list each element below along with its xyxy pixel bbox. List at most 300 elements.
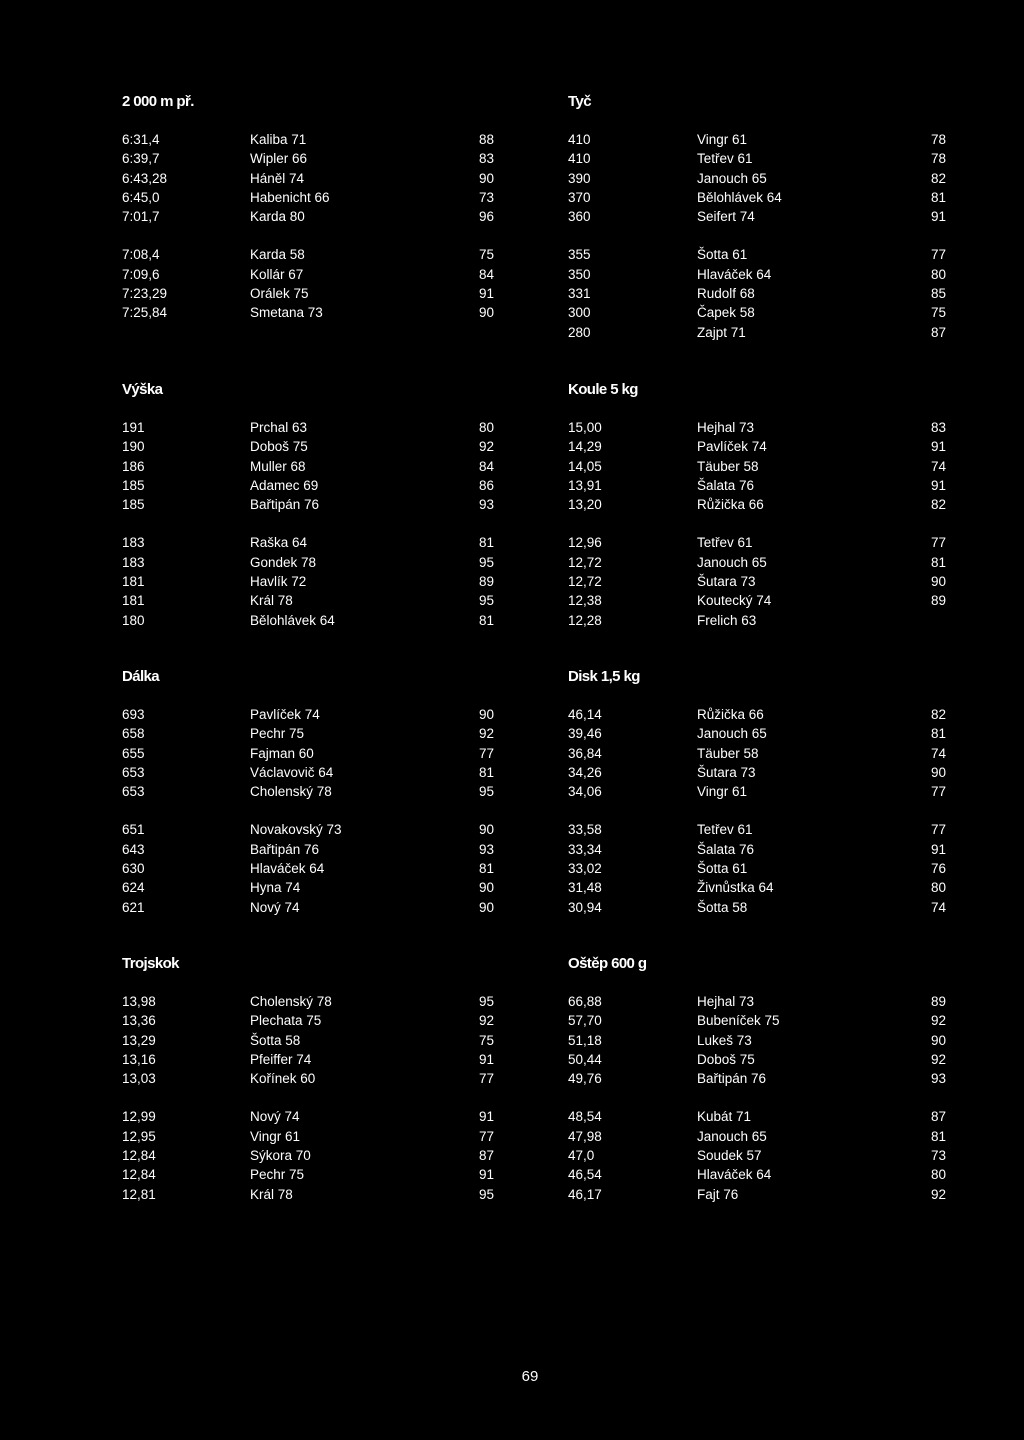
table-row: [568, 992, 968, 1011]
birth-year: 77: [478, 1128, 494, 1144]
athlete-name: Růžička 66: [697, 497, 764, 513]
birth-year: 87: [930, 1109, 946, 1125]
result-group: [568, 820, 968, 916]
athlete-name: Hlaváček 64: [697, 266, 772, 282]
result-value: 46,54: [568, 1167, 602, 1183]
athlete-name: Pavlíček 74: [250, 707, 320, 722]
result-value: 360: [568, 209, 591, 225]
birth-year: 90: [478, 305, 494, 321]
result-value: 12,99: [122, 1109, 156, 1125]
result-value: 653: [122, 764, 145, 780]
table-row: [122, 265, 522, 284]
athlete-name: Muller 68: [250, 458, 306, 474]
table-row: [122, 859, 522, 878]
section-title: Dálka: [122, 668, 160, 685]
result-value: 7:09,6: [122, 266, 160, 282]
result-value: 49,76: [568, 1071, 602, 1087]
birth-year: 75: [930, 305, 946, 321]
result-group: [122, 992, 522, 1088]
athlete-name: Hlaváček 64: [697, 1167, 772, 1183]
table-row: [122, 744, 522, 763]
table-row: [568, 859, 968, 878]
athlete-name: Šutara 73: [697, 574, 756, 590]
result-value: 12,96: [568, 535, 602, 551]
birth-year: 77: [930, 784, 946, 800]
result-value: 7:23,29: [122, 286, 168, 302]
birth-year: 86: [478, 477, 494, 493]
result-value: 13,29: [122, 1032, 156, 1048]
athlete-name: Janouch 65: [697, 726, 767, 742]
birth-year: 90: [478, 822, 494, 838]
table-row: [122, 1107, 522, 1126]
birth-year: 91: [930, 841, 946, 857]
table-row: [568, 1107, 968, 1126]
athlete-name: Růžička 66: [697, 707, 764, 722]
result-value: 280: [568, 324, 591, 340]
birth-year: 91: [930, 209, 946, 225]
birth-year: 87: [478, 1148, 494, 1164]
athlete-name: Wipler 66: [250, 151, 308, 167]
table-row: [122, 782, 522, 801]
table-row: [568, 820, 968, 839]
table-row: [568, 591, 968, 610]
table-row: [122, 992, 522, 1011]
result-value: 12,95: [122, 1128, 156, 1144]
athlete-name: Zajpt 71: [697, 324, 746, 340]
athlete-name: Cholenský 78: [250, 784, 332, 800]
athlete-name: Janouch 65: [697, 554, 767, 570]
result-value: 12,28: [568, 612, 602, 628]
birth-year: 80: [478, 420, 494, 435]
birth-year: 81: [930, 726, 946, 742]
athlete-name: Sýkora 70: [250, 1148, 311, 1164]
result-value: 183: [122, 535, 145, 551]
athlete-name: Lukeš 73: [697, 1032, 752, 1048]
table-row: [568, 495, 968, 514]
athlete-name: Pfeiffer 74: [250, 1051, 312, 1067]
birth-year: 91: [930, 439, 946, 455]
athlete-name: Hejhal 73: [697, 994, 755, 1009]
result-value: 13,20: [568, 497, 602, 513]
result-value: 355: [568, 247, 591, 263]
athlete-name: Doboš 75: [250, 439, 308, 455]
result-value: 181: [122, 574, 145, 590]
birth-year: 88: [478, 132, 494, 147]
table-row: [568, 724, 968, 743]
result-value: 46,14: [568, 707, 602, 722]
athlete-name: Kollár 67: [250, 266, 304, 282]
birth-year: 92: [930, 1051, 946, 1067]
birth-year: 92: [478, 439, 494, 455]
table-row: [122, 724, 522, 743]
birth-year: 77: [930, 535, 946, 551]
result-value: 13,98: [122, 994, 156, 1009]
birth-year: 90: [478, 880, 494, 896]
athlete-name: Frelich 63: [697, 612, 757, 628]
table-row: [568, 1185, 968, 1204]
birth-year: 91: [930, 477, 946, 493]
page-number: 69: [521, 1368, 539, 1385]
result-value: 624: [122, 880, 145, 896]
birth-year: 91: [478, 1051, 494, 1067]
result-value: 651: [122, 822, 145, 838]
result-value: 658: [122, 726, 145, 742]
result-value: 33,34: [568, 841, 602, 857]
athlete-name: Živnůstka 64: [697, 880, 774, 896]
birth-year: 80: [930, 266, 946, 282]
table-row: [122, 169, 522, 188]
table-row: [568, 323, 968, 342]
table-row: [568, 457, 968, 476]
birth-year: 93: [930, 1071, 946, 1087]
athlete-name: Pechr 75: [250, 1167, 305, 1183]
birth-year: 82: [930, 170, 946, 186]
result-value: 12,81: [122, 1186, 156, 1202]
birth-year: 93: [478, 841, 494, 857]
table-row: [122, 763, 522, 782]
result-group: [568, 992, 968, 1088]
section-vyska: [122, 380, 522, 649]
table-row: [122, 457, 522, 476]
table-row: [122, 149, 522, 168]
athlete-name: Adamec 69: [250, 477, 319, 493]
birth-year: 95: [478, 554, 494, 570]
athlete-name: Soudek 57: [697, 1148, 762, 1164]
section-disk: [568, 667, 968, 936]
athlete-name: Nový 74: [250, 1109, 300, 1125]
birth-year: 80: [930, 880, 946, 896]
result-value: 47,98: [568, 1128, 602, 1144]
birth-year: 77: [478, 1071, 494, 1087]
table-row: [568, 188, 968, 207]
athlete-name: Bařtipán 76: [697, 1071, 767, 1087]
athlete-name: Vingr 61: [697, 132, 748, 147]
athlete-name: Prchal 63: [250, 420, 308, 435]
result-value: 6:39,7: [122, 151, 160, 167]
result-value: 630: [122, 861, 145, 877]
table-row: [568, 744, 968, 763]
result-value: 6:45,0: [122, 189, 160, 205]
athlete-name: Šotta 61: [697, 247, 748, 263]
section-tyc: [568, 92, 968, 361]
birth-year: 95: [478, 994, 494, 1009]
result-value: 34,26: [568, 764, 602, 780]
section-2000m: [122, 92, 522, 342]
table-row: [568, 782, 968, 801]
athlete-name: Šotta 58: [697, 899, 748, 915]
birth-year: 81: [930, 1128, 946, 1144]
result-value: 34,06: [568, 784, 602, 800]
birth-year: 95: [478, 1186, 494, 1202]
table-row: [122, 495, 522, 514]
result-group: [122, 418, 522, 514]
table-row: [122, 572, 522, 591]
athlete-name: Bubeníček 75: [697, 1013, 780, 1029]
table-row: [568, 245, 968, 264]
birth-year: 89: [930, 994, 946, 1009]
birth-year: 87: [930, 324, 946, 340]
athlete-name: Karda 80: [250, 209, 305, 225]
table-row: [122, 303, 522, 322]
table-row: [122, 820, 522, 839]
birth-year: 81: [930, 189, 946, 205]
athlete-name: Tetřev 61: [697, 535, 753, 551]
table-row: [568, 533, 968, 552]
athlete-name: Šutara 73: [697, 764, 756, 780]
athlete-name: Raška 64: [250, 535, 308, 551]
birth-year: 90: [478, 899, 494, 915]
athlete-name: Smetana 73: [250, 305, 323, 321]
birth-year: 84: [478, 458, 494, 474]
table-row: [122, 437, 522, 456]
result-group: [122, 245, 522, 322]
athlete-name: Tetřev 61: [697, 151, 753, 167]
table-row: [122, 898, 522, 917]
athlete-name: Koutecký 74: [697, 593, 772, 609]
result-value: 33,02: [568, 861, 602, 877]
birth-year: 73: [930, 1148, 946, 1164]
section-koule: [568, 380, 968, 649]
result-group: [122, 705, 522, 801]
athlete-name: Orálek 75: [250, 286, 309, 302]
result-value: 180: [122, 612, 145, 628]
result-group: [568, 533, 968, 629]
birth-year: 76: [930, 861, 946, 877]
result-value: 30,94: [568, 899, 602, 915]
result-value: 7:01,7: [122, 209, 160, 225]
birth-year: 89: [930, 593, 946, 609]
athlete-name: Novakovský 73: [250, 822, 342, 838]
athlete-name: Václavovič 64: [250, 764, 334, 780]
table-row: [122, 533, 522, 552]
table-row: [568, 553, 968, 572]
birth-year: 85: [930, 286, 946, 302]
athlete-name: Karda 58: [250, 247, 305, 263]
table-row: [122, 591, 522, 610]
result-value: 6:31,4: [122, 132, 160, 147]
result-value: 39,46: [568, 726, 602, 742]
result-value: 13,91: [568, 477, 602, 493]
table-row: [568, 705, 968, 724]
birth-year: 90: [930, 764, 946, 780]
result-value: 186: [122, 458, 145, 474]
result-value: 183: [122, 554, 145, 570]
athlete-name: Rudolf 68: [697, 286, 755, 302]
athlete-name: Šotta 58: [250, 1032, 301, 1048]
section-title: Trojskok: [122, 955, 179, 972]
result-value: 36,84: [568, 745, 602, 761]
result-value: 185: [122, 477, 145, 493]
birth-year: 77: [930, 822, 946, 838]
table-row: [122, 840, 522, 859]
result-value: 31,48: [568, 880, 602, 896]
result-value: 6:43,28: [122, 170, 168, 186]
result-value: 390: [568, 170, 591, 186]
birth-year: 93: [478, 497, 494, 513]
result-value: 300: [568, 305, 591, 321]
athlete-name: Čapek 58: [697, 305, 755, 321]
result-group: [568, 705, 968, 801]
birth-year: 83: [478, 151, 494, 167]
birth-year: 78: [930, 151, 946, 167]
result-group: [122, 820, 522, 916]
athlete-name: Kaliba 71: [250, 132, 307, 147]
section-title: Výška: [122, 381, 163, 398]
table-row: [568, 611, 968, 630]
section-title: Tyč: [568, 93, 591, 110]
result-value: 191: [122, 420, 145, 435]
table-row: [122, 1127, 522, 1146]
table-row: [568, 149, 968, 168]
result-value: 14,29: [568, 439, 602, 455]
athlete-name: Kubát 71: [697, 1109, 752, 1125]
table-row: [568, 130, 968, 149]
result-value: 14,05: [568, 458, 602, 474]
table-row: [122, 188, 522, 207]
result-value: 350: [568, 266, 591, 282]
birth-year: 77: [478, 745, 494, 761]
birth-year: 81: [478, 612, 494, 628]
result-value: 15,00: [568, 420, 602, 435]
athlete-name: Habenicht 66: [250, 189, 330, 205]
table-row: [122, 705, 522, 724]
birth-year: 90: [478, 170, 494, 186]
athlete-name: Šotta 61: [697, 861, 748, 877]
table-row: [122, 418, 522, 437]
athlete-name: Vingr 61: [250, 1128, 301, 1144]
result-value: 12,38: [568, 593, 602, 609]
table-row: [568, 284, 968, 303]
table-row: [122, 878, 522, 897]
birth-year: 95: [478, 593, 494, 609]
result-group: [568, 130, 968, 226]
result-value: 13,36: [122, 1013, 156, 1029]
result-value: 190: [122, 439, 145, 455]
birth-year: 73: [478, 189, 494, 205]
table-row: [568, 1069, 968, 1088]
table-row: [568, 169, 968, 188]
table-row: [122, 130, 522, 149]
athlete-name: Bařtipán 76: [250, 497, 320, 513]
table-row: [122, 284, 522, 303]
table-row: [568, 418, 968, 437]
result-group: [122, 533, 522, 629]
result-group: [122, 130, 522, 226]
birth-year: 92: [478, 1013, 494, 1029]
birth-year: 91: [478, 1167, 494, 1183]
birth-year: 92: [478, 726, 494, 742]
result-value: 13,03: [122, 1071, 156, 1087]
table-row: [568, 303, 968, 322]
result-value: 410: [568, 132, 591, 147]
table-row: [568, 898, 968, 917]
table-row: [122, 1165, 522, 1184]
result-value: 693: [122, 707, 145, 722]
birth-year: 82: [930, 497, 946, 513]
athlete-name: Pavlíček 74: [697, 439, 767, 455]
athlete-name: Tetřev 61: [697, 822, 753, 838]
athlete-name: Bělohlávek 64: [697, 189, 782, 205]
birth-year: 96: [478, 209, 494, 225]
result-group: [568, 418, 968, 514]
athlete-name: Hyna 74: [250, 880, 301, 896]
result-value: 7:25,84: [122, 305, 168, 321]
birth-year: 90: [478, 707, 494, 722]
birth-year: 81: [478, 764, 494, 780]
table-row: [568, 207, 968, 226]
table-row: [568, 1127, 968, 1146]
table-row: [568, 878, 968, 897]
table-row: [568, 1165, 968, 1184]
result-value: 50,44: [568, 1051, 602, 1067]
result-value: 621: [122, 899, 145, 915]
table-row: [122, 1011, 522, 1030]
section-trojskok: [122, 954, 522, 1223]
athlete-name: Doboš 75: [697, 1051, 755, 1067]
athlete-name: Janouch 65: [697, 1128, 767, 1144]
athlete-name: Šalata 76: [697, 841, 755, 857]
section-title: Disk 1,5 kg: [568, 668, 640, 685]
birth-year: 81: [478, 861, 494, 877]
athlete-name: Vingr 61: [697, 784, 748, 800]
table-row: [122, 1146, 522, 1165]
athlete-name: Král 78: [250, 1186, 293, 1202]
athlete-name: Cholenský 78: [250, 994, 332, 1009]
table-row: [568, 437, 968, 456]
birth-year: 92: [930, 1013, 946, 1029]
result-value: 410: [568, 151, 591, 167]
birth-year: 77: [930, 247, 946, 263]
birth-year: 75: [478, 1032, 494, 1048]
birth-year: 81: [930, 554, 946, 570]
table-row: [568, 1031, 968, 1050]
result-value: 655: [122, 745, 145, 761]
table-row: [122, 1185, 522, 1204]
athlete-name: Seifert 74: [697, 209, 755, 225]
section-title: Oštěp 600 g: [568, 955, 647, 972]
table-row: [122, 1069, 522, 1088]
athlete-name: Šalata 76: [697, 477, 755, 493]
athlete-name: Hlaváček 64: [250, 861, 325, 877]
result-value: 370: [568, 189, 591, 205]
table-row: [122, 245, 522, 264]
result-value: 13,16: [122, 1051, 156, 1067]
athlete-name: Pechr 75: [250, 726, 305, 742]
athlete-name: Bělohlávek 64: [250, 612, 335, 628]
section-title: 2 000 m př.: [122, 93, 194, 110]
result-value: 12,84: [122, 1167, 156, 1183]
result-value: 57,70: [568, 1013, 602, 1029]
athlete-name: Gondek 78: [250, 554, 317, 570]
birth-year: 89: [478, 574, 494, 590]
result-value: 185: [122, 497, 145, 513]
table-row: [568, 265, 968, 284]
athlete-name: Janouch 65: [697, 170, 767, 186]
section-ostep: [568, 954, 968, 1223]
result-value: 48,54: [568, 1109, 602, 1125]
athlete-name: Täuber 58: [697, 745, 759, 761]
table-row: [122, 207, 522, 226]
result-value: 47,0: [568, 1148, 595, 1164]
table-row: [568, 1146, 968, 1165]
table-row: [122, 553, 522, 572]
birth-year: 92: [930, 1186, 946, 1202]
birth-year: 84: [478, 266, 494, 282]
result-value: 181: [122, 593, 145, 609]
table-row: [568, 1050, 968, 1069]
birth-year: 82: [930, 707, 946, 722]
athlete-name: Hejhal 73: [697, 420, 755, 435]
